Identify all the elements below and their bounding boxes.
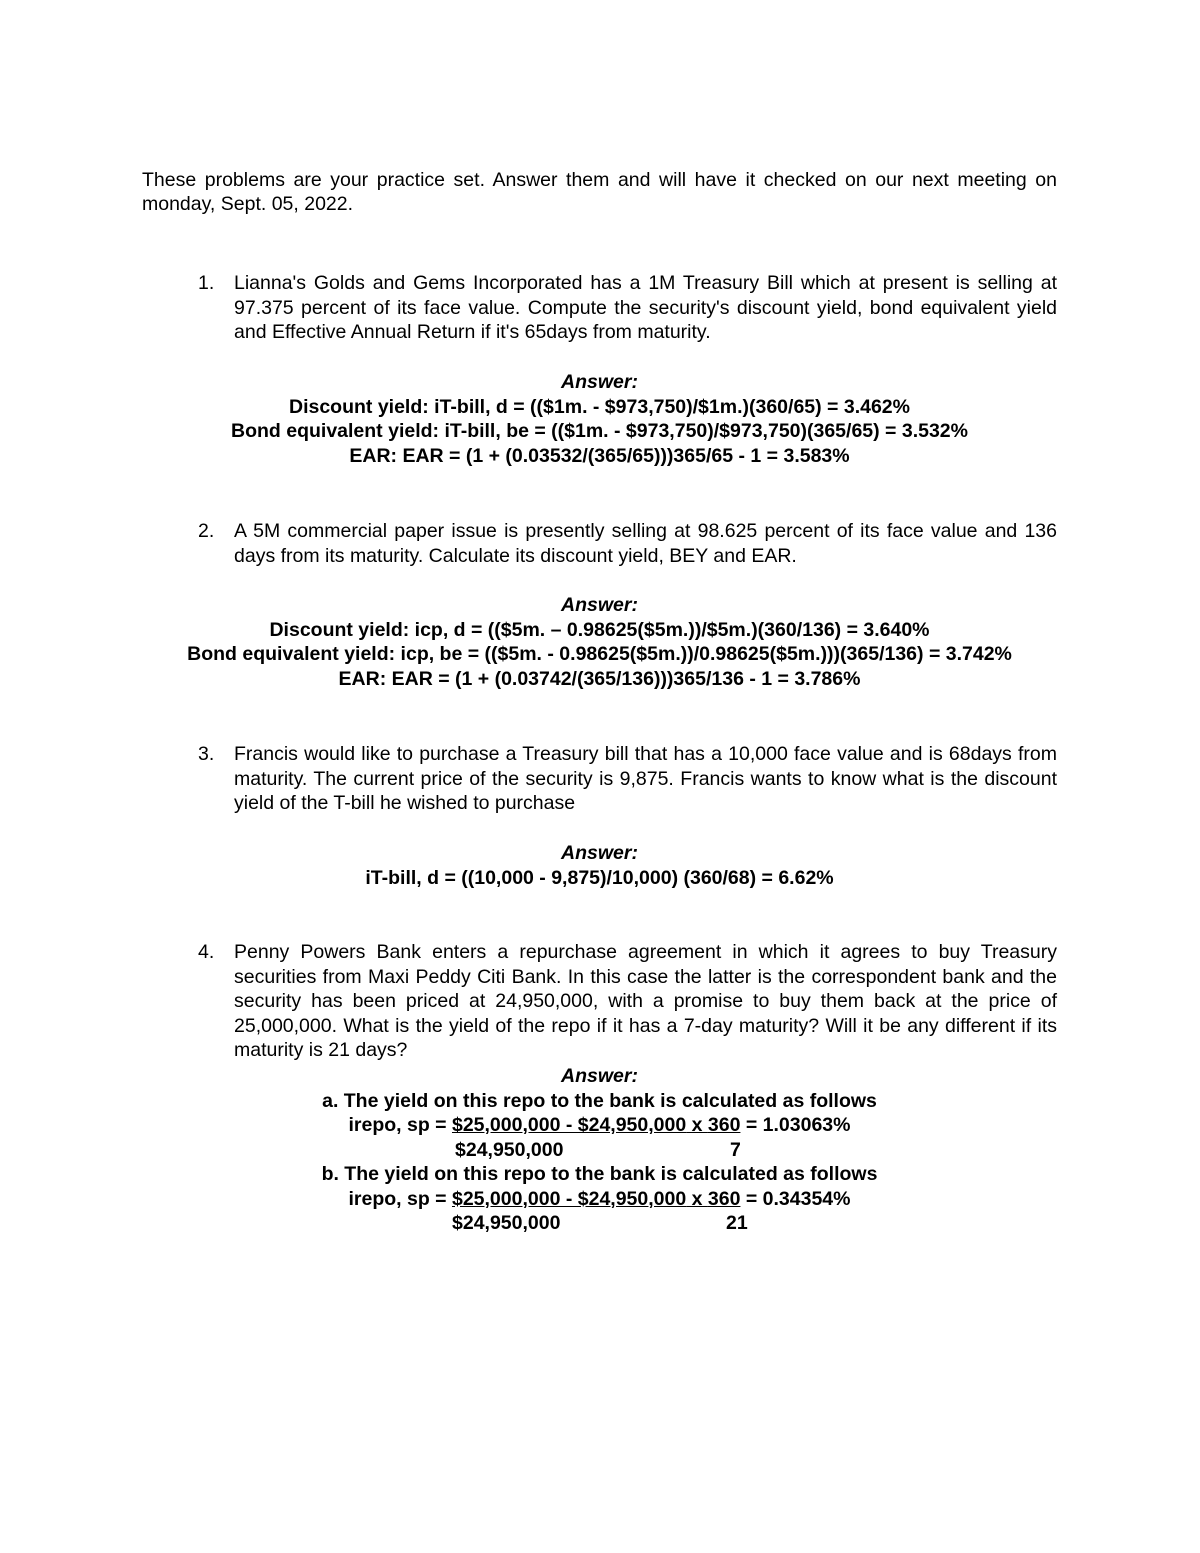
intro-paragraph: These problems are your practice set. Answer them and will have it checked on our next meeting on monday, Sept. 05, 2022.	[142, 169, 1057, 215]
answer-line: Discount yield: iT-bill, d = (($1m. - $973,750)/$1m.)(360/65) = 3.462%	[288, 395, 910, 418]
formula-times: x	[686, 1187, 708, 1210]
formula-days: 7	[730, 1138, 741, 1161]
answer-line: Bond equivalent yield: iT-bill, be = (($1m. - $973,750)/$973,750)(365/65) = 3.532%	[231, 420, 968, 442]
answer-line: Bond equivalent yield: icp, be = (($5m. - 0.98625($5m.))/0.98625($5m.)))(365/136) = 3.742%	[187, 643, 1012, 665]
problem-number: 1.	[198, 272, 215, 294]
problem-text: A 5M commercial paper issue is presently selling at 98.625 percent of its face value and 136 days from its maturity. Calculate its discount yield, BEY and EAR.	[234, 520, 1057, 567]
problem-number: 4.	[198, 941, 215, 963]
answer-label: Answer:	[561, 371, 638, 393]
answer-3	[142, 841, 1057, 890]
answer-4	[142, 1064, 1057, 1236]
formula-result: = 0.34354%	[740, 1187, 851, 1210]
problem-1	[142, 271, 1057, 345]
formula-multiplier: 360	[707, 1114, 741, 1136]
formula-numerator: $25,000,000 - $24,950,000	[451, 1187, 687, 1210]
answer-2	[142, 593, 1057, 691]
part-a-formula	[142, 1113, 1057, 1138]
formula-prefix: irepo, sp =	[348, 1187, 452, 1210]
formula-multiplier: 360	[707, 1187, 741, 1210]
formula-prefix: irepo, sp =	[348, 1114, 452, 1136]
part-b-denominator-row	[142, 1211, 1057, 1236]
answer-line: Discount yield: icp, d = (($5m. – 0.98625($5m.))/$5m.)(360/136) = 3.640%	[269, 618, 930, 641]
answer-label: Answer:	[561, 594, 638, 616]
formula-denominator: $24,950,000	[452, 1212, 561, 1234]
formula-days: 21	[726, 1212, 748, 1234]
problem-number: 3.	[198, 743, 215, 765]
problem-text: Lianna's Golds and Gems Incorporated has a 1M Treasury Bill which at present is selling at 97.375 percent of its face value. Compute the security's discount yield, bond equivalent yield and Effective Annual Return if it's 65days from maturity.	[234, 272, 1057, 343]
formula-result: = 1.03063%	[740, 1114, 851, 1136]
problem-text: Francis would like to purchase a Treasury bill that has a 10,000 face value and is 68days from maturity. The current price of the security is 9,875. Francis wants to know what is the discount yield of the T-bill he wished to purchase	[234, 743, 1057, 814]
problem-number: 2.	[198, 520, 215, 542]
part-a-heading: a. The yield on this repo to the bank is calculated as follows	[322, 1089, 877, 1112]
part-b-heading: b. The yield on this repo to the bank is calculated as follows	[321, 1163, 878, 1185]
answer-label: Answer:	[561, 1065, 638, 1087]
part-a-denominator-row	[142, 1138, 1057, 1163]
answer-1	[142, 370, 1057, 468]
problem-2	[142, 519, 1057, 568]
answer-line: EAR: EAR = (1 + (0.03742/(365/136)))365/136 - 1 = 3.786%	[338, 667, 861, 690]
answer-line: EAR: EAR = (1 + (0.03532/(365/65)))365/65 - 1 = 3.583%	[349, 444, 850, 467]
formula-numerator: $25,000,000 - $24,950,000	[451, 1114, 687, 1136]
answer-line: iT-bill, d = ((10,000 - 9,875)/10,000) (360/68) = 6.62%	[365, 866, 834, 889]
problem-4	[142, 940, 1057, 1063]
formula-denominator: $24,950,000	[455, 1138, 564, 1161]
formula-times: x	[686, 1114, 708, 1136]
problem-text: Penny Powers Bank enters a repurchase agreement in which it agrees to buy Treasury securities from Maxi Peddy Citi Bank. In this case the latter is the correspondent bank and the security has been priced at 24,950,000, with a promise to buy them back at the price of 25,000,000. What is the yield of the repo if it has a 7-day maturity? Will it be any different if its maturity is 21 days?	[234, 941, 1057, 1061]
part-b-formula	[142, 1187, 1057, 1212]
problem-3	[142, 742, 1057, 816]
answer-label: Answer:	[561, 842, 638, 864]
